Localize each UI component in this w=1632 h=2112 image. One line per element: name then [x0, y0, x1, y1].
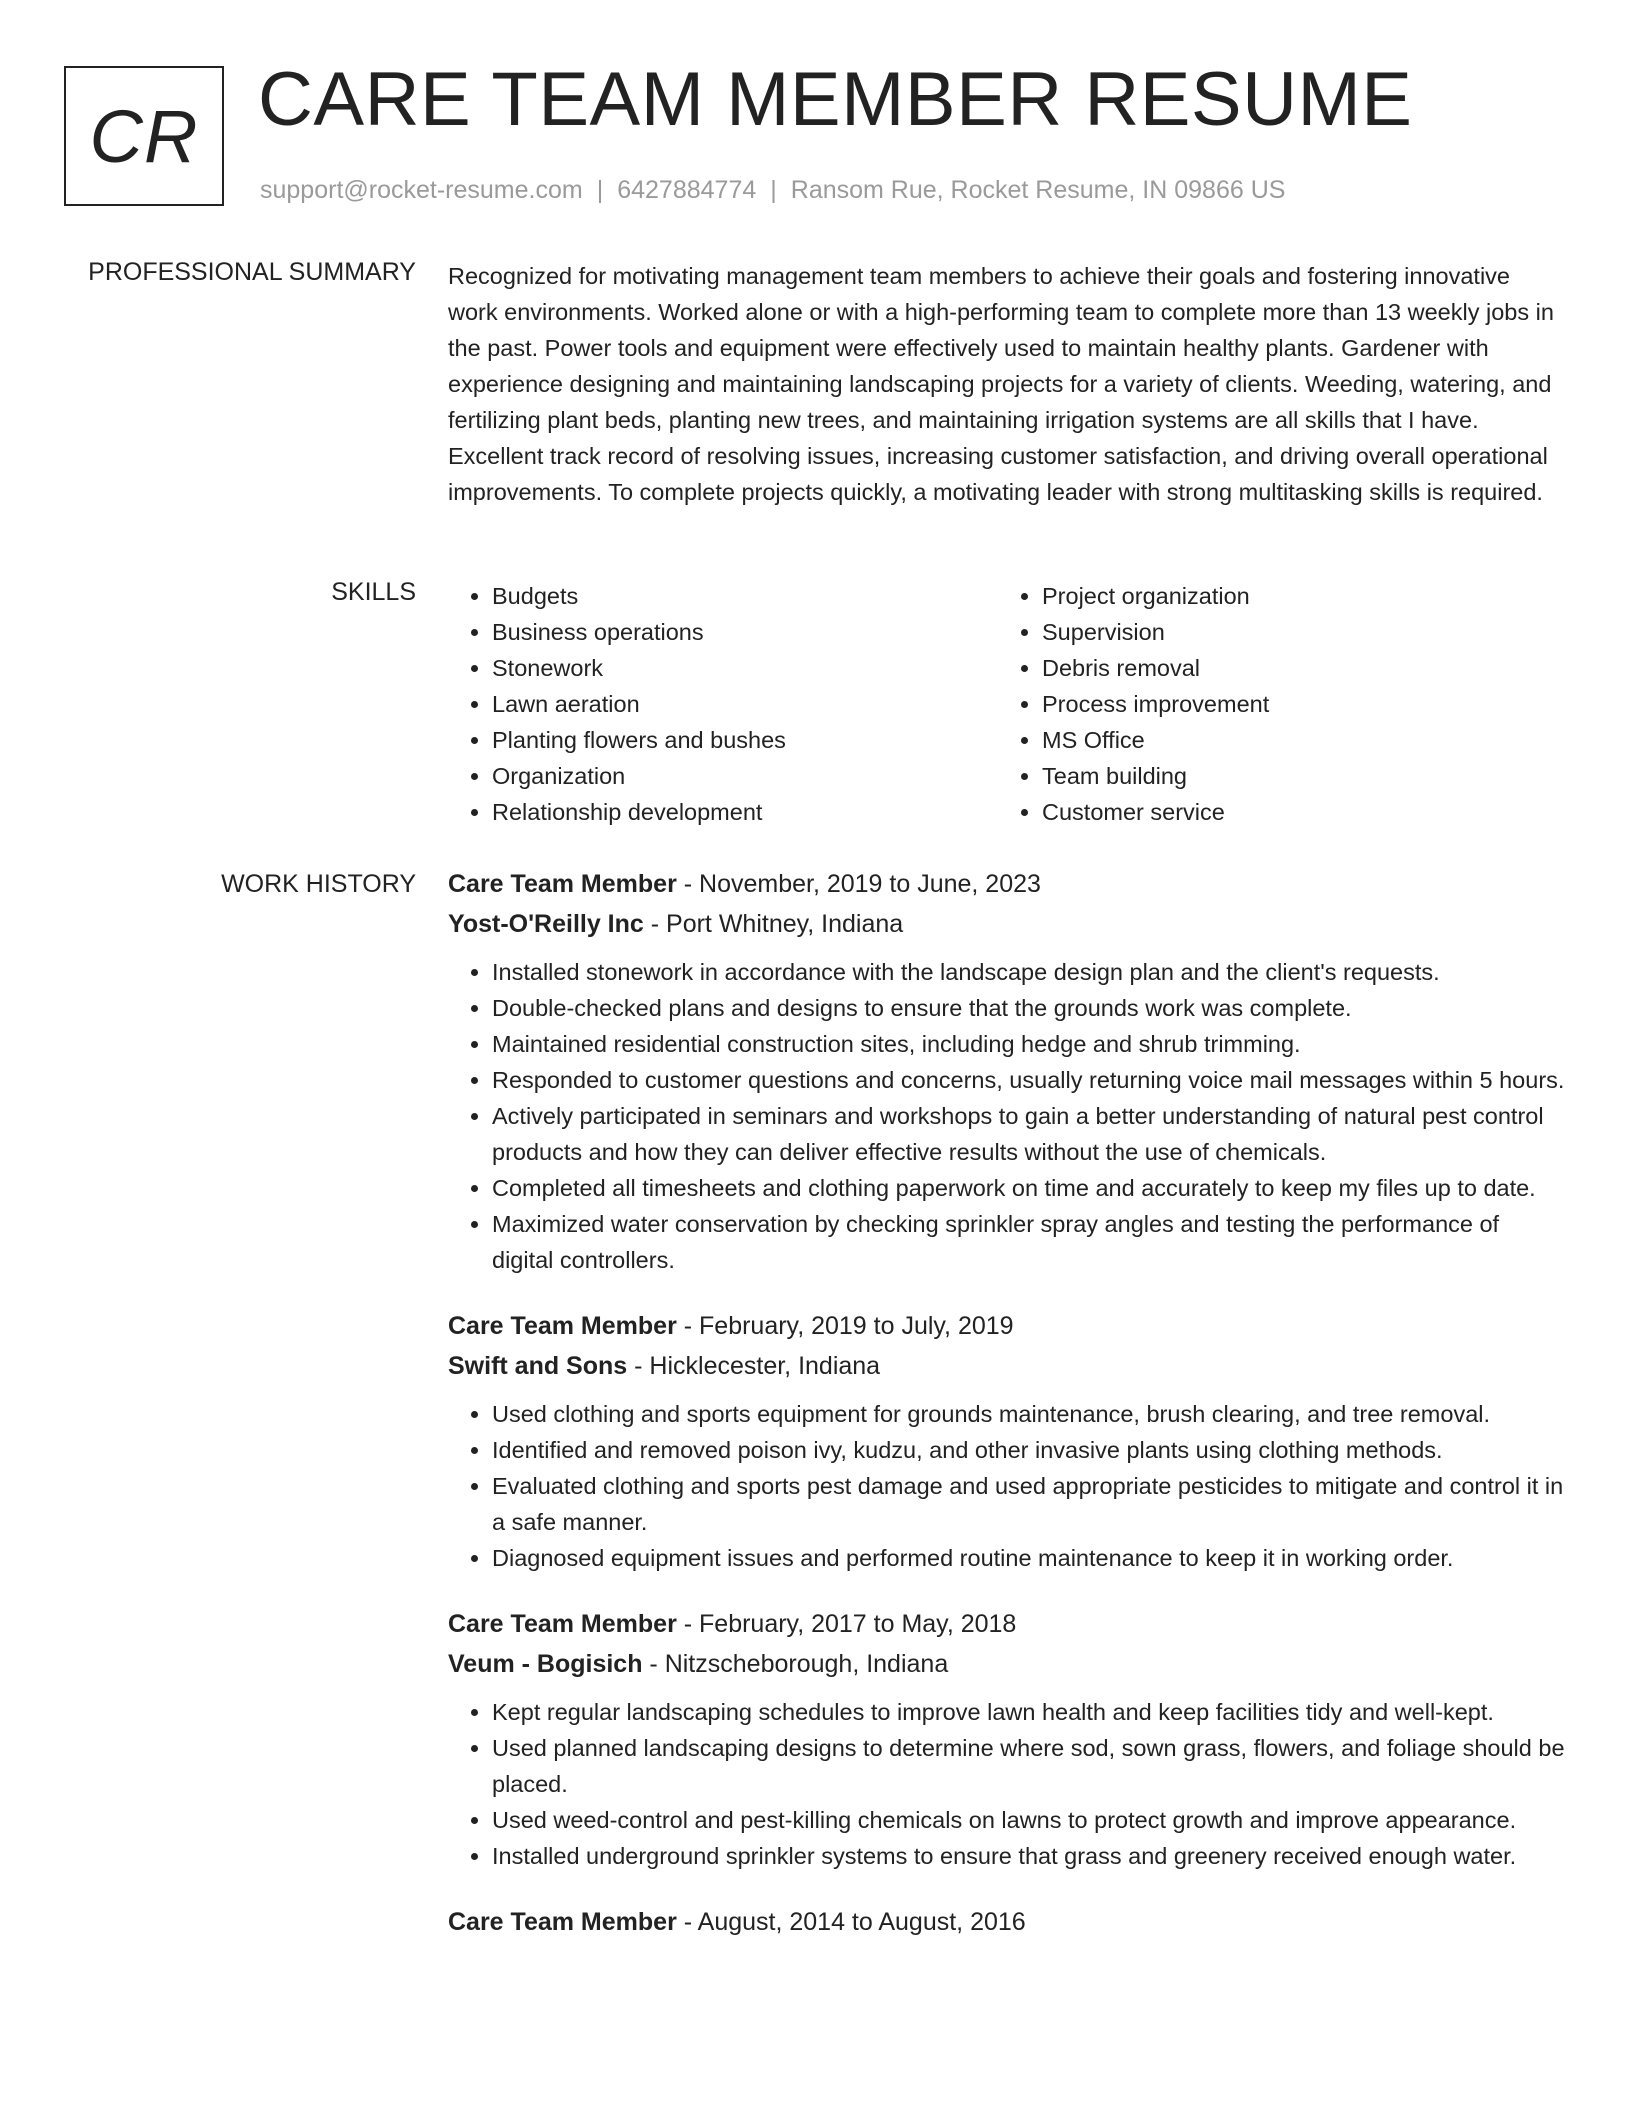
job-bullet: • Completed all timesheets and clothing paperwork on time and accurately to keep my files up to date.: [492, 1170, 1566, 1206]
job-dates: February, 2017 to May, 2018: [699, 1610, 1017, 1638]
job-bullet: • Used planned landscaping designs to determine where sod, sown grass, flowers, and foliage should be placed.: [492, 1730, 1566, 1802]
job-company: Veum - Bogisich: [448, 1650, 643, 1678]
job-role-line: [448, 1604, 1566, 1644]
job-company: Yost-O'Reilly Inc: [448, 910, 644, 938]
skills-body: [448, 578, 1566, 838]
skill-item: • Stonework: [492, 650, 1012, 686]
skill-item: • Customer service: [1042, 794, 1562, 830]
contact-separator: |: [596, 176, 604, 204]
summary-body: [448, 258, 1566, 510]
job-bullet: • Actively participated in seminars and workshops to gain a better understanding of natural pest control products and how they can deliver effective results without the use of chemicals.: [492, 1098, 1566, 1170]
job-bullet: • Identified and removed poison ivy, kudzu, and other invasive plants using clothing methods.: [492, 1432, 1566, 1468]
job-bullet: • Responded to customer questions and concerns, usually returning voice mail messages within 5 hours.: [492, 1062, 1566, 1098]
summary-text: Recognized for motivating management team members to achieve their goals and fostering innovative work environments. Worked alone or with a high-performing team to complete more than 13 weekly jobs in the past. Power tools and equipment were effectively used to maintain healthy plants. Gardener with experience designing and maintaining landscaping projects for a variety of clients. Weeding, watering, and fertilizing plant beds, planting new trees, and maintaining irrigation systems are all skills that I have. Excellent track record of resolving issues, increasing customer satisfaction, and driving overall operational improvements. To complete projects quickly, a motivating leader with strong multitasking skills is required.: [448, 263, 1554, 505]
job-dash: -: [676, 1312, 700, 1340]
skill-item: • Relationship development: [492, 794, 1012, 830]
job-bullet: • Used weed-control and pest-killing chemicals on lawns to protect growth and improve appearance.: [492, 1802, 1566, 1838]
contact-email: support@rocket-resume.com: [260, 176, 583, 204]
job-entry: [448, 1902, 1566, 1942]
job-dash: -: [676, 870, 700, 898]
skill-item: • Process improvement: [1042, 686, 1562, 722]
skill-item: • Debris removal: [1042, 650, 1562, 686]
work-heading: WORK HISTORY: [221, 870, 416, 898]
job-role-line: [448, 864, 1566, 904]
job-bullet: • Installed underground sprinkler systems to ensure that grass and greenery received enough water.: [492, 1838, 1566, 1874]
skill-item: • Team building: [1042, 758, 1562, 794]
job-bullet: • Maximized water conservation by checking sprinkler spray angles and testing the performance of digital controllers.: [492, 1206, 1566, 1278]
job-bullets: [448, 1396, 1566, 1576]
summary-heading: PROFESSIONAL SUMMARY: [88, 258, 416, 286]
job-dash: -: [643, 910, 667, 938]
job-bullets: [448, 1694, 1566, 1874]
work-body: [448, 864, 1566, 1970]
job-bullet: • Maintained residential construction sites, including hedge and shrub trimming.: [492, 1026, 1566, 1062]
job-company-line: [448, 1644, 1566, 1684]
skills-heading: SKILLS: [331, 578, 416, 606]
job-role: Care Team Member: [448, 1908, 677, 1936]
job-role-line: [448, 1902, 1566, 1942]
skill-item: • Budgets: [492, 578, 1012, 614]
job-bullet: • Double-checked plans and designs to ensure that the grounds work was complete.: [492, 990, 1566, 1026]
job-location: Port Whitney, Indiana: [666, 910, 904, 938]
job-company: Swift and Sons: [448, 1352, 628, 1380]
resume-title: CARE TEAM MEMBER RESUME: [258, 57, 1413, 142]
job-bullet: • Diagnosed equipment issues and performed routine maintenance to keep it in working order.: [492, 1540, 1566, 1576]
skill-item: • Lawn aeration: [492, 686, 1012, 722]
skills-list-right: [998, 578, 1562, 830]
contact-line: [260, 176, 1285, 205]
job-role: Care Team Member: [448, 870, 677, 898]
job-company-line: [448, 904, 1566, 944]
job-dash: -: [676, 1908, 698, 1936]
contact-separator: |: [770, 176, 777, 204]
job-location: Hicklecester, Indiana: [649, 1352, 881, 1380]
job-dates: November, 2019 to June, 2023: [699, 870, 1041, 898]
job-role: Care Team Member: [448, 1610, 677, 1638]
skill-item: • Organization: [492, 758, 1012, 794]
job-role: Care Team Member: [448, 1312, 677, 1340]
job-bullet: • Used clothing and sports equipment for grounds maintenance, brush clearing, and tree removal.: [492, 1396, 1566, 1432]
job-dates: February, 2019 to July, 2019: [699, 1312, 1014, 1340]
job-role-line: [448, 1306, 1566, 1346]
job-company-line: [448, 1346, 1566, 1386]
job-dash: -: [642, 1650, 665, 1678]
job-location: Nitzscheborough, Indiana: [664, 1650, 949, 1678]
skill-item: • MS Office: [1042, 722, 1562, 758]
job-entry: [448, 864, 1566, 1278]
contact-phone: 6427884774: [617, 176, 757, 204]
job-dash: -: [676, 1610, 700, 1638]
monogram-box: [64, 66, 224, 206]
job-entry: [448, 1604, 1566, 1874]
monogram-initials: CR: [89, 94, 199, 178]
contact-address: Ransom Rue, Rocket Resume, IN 09866 US: [790, 176, 1286, 204]
job-bullet: • Installed stonework in accordance with the landscape design plan and the client's requests.: [492, 954, 1566, 990]
job-dash: -: [627, 1352, 650, 1380]
job-bullet: • Evaluated clothing and sports pest damage and used appropriate pesticides to mitigate and control it in a safe manner.: [492, 1468, 1566, 1540]
skills-list-left: [448, 578, 1012, 830]
job-bullet: • Kept regular landscaping schedules to improve lawn health and keep facilities tidy and well-kept.: [492, 1694, 1566, 1730]
job-dates: August, 2014 to August, 2016: [697, 1908, 1026, 1936]
skill-item: • Business operations: [492, 614, 1012, 650]
skill-item: • Supervision: [1042, 614, 1562, 650]
job-entry: [448, 1306, 1566, 1576]
skill-item: • Project organization: [1042, 578, 1562, 614]
job-bullets: [448, 954, 1566, 1278]
skill-item: • Planting flowers and bushes: [492, 722, 1012, 758]
